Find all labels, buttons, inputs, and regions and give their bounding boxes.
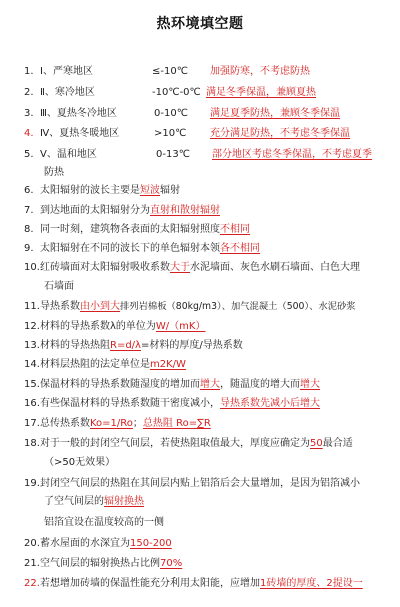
item-number: 15. <box>24 379 40 390</box>
question-text: 排列岩棉板（80kg/m3）、加气混凝土（500）、水泥砂浆 <box>120 301 356 312</box>
question-text: 空气间层的辐射换热占比例 <box>40 558 160 569</box>
item-number: 6. <box>24 185 34 196</box>
answer-text: m2K/W <box>150 359 186 370</box>
question-text: 太阳辐射的波长主要是 <box>40 185 140 196</box>
question-text: 了空气间层的 <box>44 496 104 507</box>
question-text: 到达地面的太阳辐射分为 <box>40 205 150 216</box>
climate-region: Ⅳ、夏热冬暖地区 <box>40 128 120 139</box>
question-text: 红砖墙面对太阳辐射吸收系数 <box>40 262 170 273</box>
climate-temperature: 0-13℃ <box>156 149 190 160</box>
item-number: 4. <box>24 128 34 139</box>
question-text: 蓄水屋面的水深宜为 <box>40 538 130 549</box>
answer-text: 充分满足防热，不考虑冬季保温 <box>210 128 350 139</box>
question-text: 对于一般的封闭空气间层，若使热阻取值最大，厚度应确定为 <box>40 438 310 449</box>
question-text: 若想增加砖墙的保温性能充分利用太阳能，应增加 <box>40 578 260 589</box>
answer-text: R=d/λ <box>110 340 141 351</box>
list-item-5 <box>24 148 388 162</box>
answer-text: 直射和散射辐射 <box>150 205 220 216</box>
answer-text: 由小到大 <box>80 301 120 312</box>
list-item-2 <box>24 86 388 100</box>
page-title: 热环境填空题 <box>156 16 244 32</box>
climate-temperature: >10℃ <box>154 128 187 139</box>
item-number: 22. <box>24 578 40 589</box>
answer-text: 短波 <box>140 185 160 196</box>
answer-text: 1砖墙的厚度、2提设一 <box>260 578 363 589</box>
question-text: 辐射 <box>160 185 180 196</box>
item-number: 18. <box>24 438 40 449</box>
climate-region: Ⅰ、严寒地区 <box>40 66 93 77</box>
continuation-text: 防热 <box>44 167 64 178</box>
climate-region: Ⅱ、寒冷地区 <box>40 87 95 98</box>
list-item-1 <box>24 65 388 79</box>
answer-text: 部分地区考虑冬季保温，不考虑夏季 <box>212 149 372 160</box>
question-text: 封闭空气间层的热阻在其间层内贴上铝箔后会大量增加，是因为铝箔减小 <box>40 478 360 489</box>
continuation-text <box>44 495 144 509</box>
item-number: 5. <box>24 149 34 160</box>
answer-text: 加强防寒，不考虑防热 <box>210 66 310 77</box>
list-item-14 <box>24 358 388 372</box>
answer-text: 导热系数先减小后增大 <box>220 398 320 409</box>
list-item-9 <box>24 242 388 256</box>
list-item-21 <box>24 557 388 571</box>
climate-region: Ⅲ、夏热冬冷地区 <box>40 108 117 119</box>
answer-text: 辐射换热 <box>104 496 144 507</box>
question-text: 水泥墙面、灰色水刷石墙面、白色大理 <box>190 262 360 273</box>
answer-text: 满足夏季防热，兼顾冬季保温 <box>210 108 340 119</box>
question-text: 太阳辐射在不同的波长下的单色辐射本领 <box>40 243 220 254</box>
list-item-8 <box>24 223 388 237</box>
question-text: 材料的导热系数λ的单位为 <box>40 321 156 332</box>
continuation-text: 石墙面 <box>44 281 74 292</box>
question-text: =材料的厚度/导热系数 <box>140 340 243 351</box>
item-number: 17. <box>24 418 40 429</box>
climate-temperature: ≤-10℃ <box>152 66 188 77</box>
question-text: 材料的导热热阻 <box>40 340 110 351</box>
list-item-12 <box>24 320 388 334</box>
question-text: 最合适 <box>322 438 353 449</box>
answer-text: 增大 <box>300 379 320 390</box>
list-item-17 <box>24 417 388 431</box>
answer-text: 总热阻 Ro=∑R <box>142 418 211 429</box>
list-item-15 <box>24 378 388 392</box>
question-text: ，随温度的增大而 <box>220 379 300 390</box>
climate-temperature: 0-10℃ <box>154 108 188 119</box>
list-item-18 <box>24 437 388 451</box>
continuation-text: （>50无效果） <box>44 457 116 468</box>
answer-text: 70% <box>160 558 183 569</box>
list-item-16 <box>24 397 388 411</box>
item-number: 8. <box>24 224 34 235</box>
question-text: 同一时刻，建筑物各表面的太阳辐射照度 <box>40 224 220 235</box>
answer-text: 增大 <box>200 379 220 390</box>
answer-text: 150-200 <box>130 538 172 549</box>
question-text: 材料层热阻的法定单位是 <box>40 359 150 370</box>
list-item-6 <box>24 184 388 198</box>
list-item-20 <box>24 537 388 551</box>
item-number: 3. <box>24 108 34 119</box>
answer-text: Ko=1/Ro <box>90 418 133 429</box>
question-text: 有些保温材料的导热系数随干密度减小， <box>40 398 220 409</box>
answer-text: 大于 <box>170 262 190 273</box>
item-number: 9. <box>24 243 34 254</box>
continuation-text: 铝箔宜设在温度较高的一侧 <box>44 517 164 528</box>
question-text: 保温材料的导热系数随湿度的增加而 <box>40 379 200 390</box>
item-number: 19. <box>24 478 40 489</box>
question-text: 总传热系数 <box>40 418 90 429</box>
list-item-4 <box>24 127 388 141</box>
item-number: 10. <box>24 262 40 273</box>
list-item-22 <box>24 577 388 591</box>
climate-region: Ⅴ、温和地区 <box>40 149 97 160</box>
answer-text: 不相同 <box>220 224 250 235</box>
answer-text: W/（mK） <box>155 321 206 332</box>
item-number: 13. <box>24 340 40 351</box>
item-number: 2. <box>24 87 34 98</box>
list-item-7 <box>24 204 388 218</box>
list-item-19 <box>24 477 388 491</box>
question-text: 导热系数 <box>40 301 80 312</box>
item-number: 14. <box>24 359 40 370</box>
item-number: 7. <box>24 205 34 216</box>
answer-text: 50 <box>310 438 323 449</box>
item-number: 1. <box>24 66 34 77</box>
item-number: 16. <box>24 398 40 409</box>
list-item-3 <box>24 107 388 121</box>
answer-text: 各不相同 <box>220 243 260 254</box>
question-text: ； <box>132 418 143 429</box>
list-item-10 <box>24 261 388 275</box>
item-number: 12. <box>24 321 40 332</box>
list-item-13 <box>24 339 388 353</box>
climate-temperature: -10℃-0℃ <box>152 87 201 98</box>
item-number: 11. <box>24 301 40 312</box>
answer-text: 满足冬季保温，兼顾夏热 <box>206 87 316 98</box>
item-number: 20. <box>24 538 40 549</box>
item-number: 21. <box>24 558 40 569</box>
list-item-11 <box>24 300 388 314</box>
